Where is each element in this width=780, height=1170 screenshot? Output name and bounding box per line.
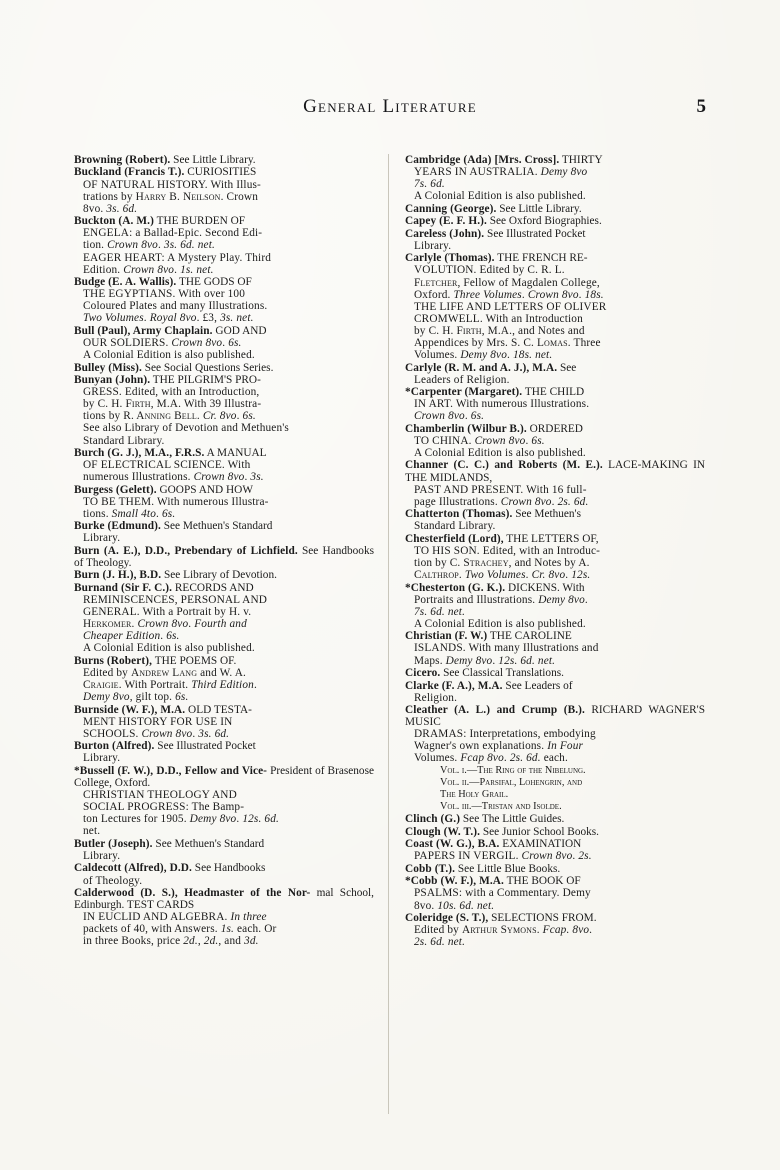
column-left [74,154,389,1114]
two-column-body [74,154,706,1114]
catalogue-entry [405,667,705,679]
entry-line: 8vo. 10s. 6d. net. [414,899,495,912]
catalogue-entry [74,838,374,862]
entry-line: Standard Library. [414,520,496,533]
catalogue-entry [405,203,705,215]
entry-first-line: Canning (George). See Little Library. [405,202,582,215]
entry-line: PSALMS: with a Commentary. Demy [414,887,591,900]
entry-first-line: Clinch (G.) See The Little Guides. [405,813,565,826]
entry-line: Calthrop. Two Volumes. Cr. 8vo. 12s. [414,569,591,582]
entry-line: REMINISCENCES, PERSONAL AND [83,594,268,607]
entry-author: Calderwood (D. S.), Headmaster of the Nor- [74,887,311,900]
column-right [389,154,705,1114]
entry-author: Burch (G. J.), M.A., F.R.S. [74,446,205,459]
entry-line: PAST AND PRESENT. With 16 full- [414,483,587,496]
catalogue-entry [74,447,374,483]
entry-line: Library. [83,752,121,765]
entry-line: Edition. Crown 8vo. 1s. net. [83,263,214,276]
entry-author: Burn (A. E.), D.D., Prebendary of Lichfield. [74,544,298,557]
entry-line: Standard Library. [83,434,165,447]
entry-line: by C. H. Firth, M.A. With 39 Illustra- [83,398,262,411]
entry-author: Bunyan (John). [74,374,151,387]
catalogue-entry [405,154,705,202]
catalogue-entry [74,166,374,214]
entry-author: Cambridge (Ada) [Mrs. Cross]. [405,154,560,166]
entry-line: Library. [83,532,121,545]
entry-line: THE EGYPTIANS. With over 100 [83,288,245,301]
entry-first-line: Caldecott (Alfred), D.D. See Handbooks [74,862,266,875]
catalogue-entry [405,386,705,422]
entry-volume-line: The Holy Grail. [440,788,509,800]
entry-line: tions. Small 4to. 6s. [83,507,176,520]
entry-first-line: Burke (Edmund). See Methuen's Standard [74,520,273,533]
entry-line: Volumes. Fcap 8vo. 2s. 6d. each. [414,752,568,765]
catalogue-entry [405,228,705,252]
catalogue-entry [405,875,705,911]
entry-first-line: Burton (Alfred). See Illustrated Pocket [74,740,256,753]
catalogue-entry [405,630,705,666]
entry-line: OF ELECTRICAL SCIENCE. With [83,459,251,472]
entry-author: Butler (Joseph). [74,837,153,850]
entry-line: Maps. Demy 8vo. 12s. 6d. net. [414,654,556,667]
entry-line: Edited by Arthur Symons. Fcap. 8vo. [414,924,593,937]
entry-author: Careless (John). [405,227,485,240]
entry-line: IN ART. With numerous Illustrations. [414,398,590,411]
entry-author: Channer (C. C.) and Roberts (M. E.). [405,459,603,472]
entry-line: GRESS. Edited, with an Introduction, [83,386,260,399]
entry-first-line: Buckland (Francis T.). CURIOSITIES [74,166,257,179]
entry-author: Clarke (F. A.), M.A. [405,679,503,692]
entry-author: Bulley (Miss). [74,361,142,374]
entry-line: Craigie. With Portrait. Third Edition. [83,679,257,692]
entry-author: Buckland (Francis T.). [74,166,185,179]
entry-line: IN EUCLID AND ALGEBRA. In three [83,911,267,924]
catalogue-entry [405,423,705,459]
entry-line: Leaders of Religion. [414,373,510,386]
entry-first-line: Carlyle (Thomas). THE FRENCH RE- [405,252,588,265]
entry-line: MENT HISTORY FOR USE IN [83,715,233,728]
catalogue-entry [405,215,705,227]
entry-author: Browning (Robert). [74,154,171,166]
entry-first-line: Coleridge (S. T.), SELECTIONS FROM. [405,912,597,925]
entry-line: ISLANDS. With many Illustrations and [414,642,599,655]
entry-volume-line: Vol. i.—The Ring of the Nibelung. [440,764,586,776]
entry-author: Chamberlin (Wilbur B.). [405,422,527,435]
entry-line: Two Volumes. Royal 8vo. £3, 3s. net. [83,312,254,325]
entry-line: packets of 40, with Answers. 1s. each. Or [83,923,277,936]
catalogue-entry [74,374,374,447]
page-header [74,96,706,140]
catalogue-entry [74,569,374,581]
entry-first-line: Carlyle (R. M. and A. J.), M.A. See [405,361,577,374]
entry-author: Carlyle (Thomas). [405,252,495,265]
entry-first-line: *Bussell (F. W.), D.D., Fellow and Vice- President of Brasenose College, Oxford. [74,764,374,790]
entry-line: Portraits and Illustrations. Demy 8vo. [414,593,588,606]
entry-first-line: Browning (Robert). See Little Library. [74,154,256,166]
entry-first-line: Bunyan (John). THE PILGRIM'S PRO- [74,374,261,387]
entry-line: Wagner's own explanations. In Four [414,740,584,753]
entry-line: OUR SOLDIERS. Crown 8vo. 6s. [83,336,242,349]
entry-line: A Colonial Edition is also published. [83,349,255,362]
entry-first-line: Clough (W. T.). See Junior School Books. [405,825,599,838]
entry-line: 7s. 6d. net. [414,605,466,618]
catalogue-entry [74,154,374,166]
entry-volume-line: Vol. ii.—Parsifal, Lohengrin, and [440,776,583,788]
entry-author: *Carpenter (Margaret). [405,386,523,399]
running-head: General Literature [303,96,477,117]
catalogue-entry [74,215,374,275]
entry-author: Clough (W. T.). [405,825,481,838]
entry-first-line: Coast (W. G.), B.A. EXAMINATION [405,838,582,851]
entry-line: in three Books, price 2d., 2d., and 3d. [83,935,259,948]
entry-line: TO CHINA. Crown 8vo. 6s. [414,434,545,447]
entry-first-line: Burns (Robert), THE POEMS OF. [74,654,237,667]
entry-first-line: Christian (F. W.) THE CAROLINE [405,630,572,643]
entry-first-line: *Chesterton (G. K.). DICKENS. With [405,581,585,594]
catalogue-entry [405,826,705,838]
entry-first-line: Capey (E. F. H.). See Oxford Biographies. [405,215,602,228]
entry-author: *Bussell (F. W.), D.D., Fellow and Vice- [74,764,268,777]
entry-first-line: Cicero. See Classical Translations. [405,667,564,680]
entry-author: Burgess (Gelett). [74,483,157,496]
catalogue-entry [74,862,374,886]
entry-author: Christian (F. W.) [405,630,488,643]
entry-author: Burn (J. H.), B.D. [74,569,162,582]
entry-author: Chesterfield (Lord), [405,532,504,545]
catalogue-entry [74,362,374,374]
entry-author: Burnside (W. F.), M.A. [74,703,186,716]
catalogue-entry [74,325,374,361]
entry-line: SCHOOLS. Crown 8vo. 3s. 6d. [83,727,230,740]
catalogue-entry [74,276,374,324]
entry-author: Burns (Robert), [74,654,153,667]
entry-first-line: Buckton (A. M.) THE BURDEN OF [74,215,246,228]
entry-line: GENERAL. With a Portrait by H. v. [83,606,252,619]
entry-line: Oxford. Three Volumes. Crown 8vo. 18s. [414,288,604,301]
entry-line: YEARS IN AUSTRALIA. Demy 8vo [414,166,588,179]
entry-line: TO HIS SON. Edited, with an Introduc- [414,544,601,557]
entry-first-line: Bull (Paul), Army Chaplain. GOD AND [74,324,267,337]
entry-first-line: *Cobb (W. F.), M.A. THE BOOK OF [405,875,581,888]
entry-first-line: Cleather (A. L.) and Crump (B.). RICHARD WAGNER'S MUSIC [405,704,705,729]
catalogue-entry [405,508,705,532]
entry-line: tion. Crown 8vo. 3s. 6d. net. [83,239,215,252]
entry-line: A Colonial Edition is also published. [414,446,586,459]
entry-line: DRAMAS: Interpretations, embodying [414,728,596,741]
entry-line: TO BE THEM. With numerous Illustra- [83,495,269,508]
catalogue-entry [74,740,374,764]
catalogue-entry [405,459,705,507]
entry-line: CHRISTIAN THEOLOGY AND [83,789,237,802]
catalogue-entry [405,912,705,948]
entry-author: *Cobb (W. F.), M.A. [405,875,504,888]
entry-line: Volumes. Demy 8vo. 18s. net. [414,349,553,362]
entry-author: Burton (Alfred). [74,740,155,753]
entry-author: Cobb (T.). [405,862,456,875]
entry-author: Coleridge (S. T.), [405,912,489,925]
entry-first-line: Bulley (Miss). See Social Questions Series. [74,361,274,374]
entry-line: 2s. 6d. net. [414,936,466,949]
entry-author: Budge (E. A. Wallis). [74,276,177,289]
catalogue-entry [405,813,705,825]
entry-volume-line: Vol. iii.—Tristan and Isolde. [440,800,562,812]
entry-line: Herkomer. Crown 8vo. Fourth and [83,618,247,631]
entry-line: numerous Illustrations. Crown 8vo. 3s. [83,471,264,484]
entry-first-line: Burnand (Sir F. C.). RECORDS AND [74,581,254,594]
entry-line: EAGER HEART: A Mystery Play. Third [83,251,272,264]
catalogue-entry [405,680,705,704]
entry-first-line: Cambridge (Ada) [Mrs. Cross]. THIRTY [405,154,603,166]
entry-line: CROMWELL. With an Introduction [414,312,583,325]
entry-author: Caldecott (Alfred), D.D. [74,862,192,875]
entry-line: See also Library of Devotion and Methuen's [83,422,289,435]
catalogue-entry [74,582,374,655]
entry-line: Demy 8vo, gilt top. 6s. [83,691,189,704]
entry-first-line: Chesterfield (Lord), THE LETTERS OF, [405,532,599,545]
entry-line: THE LIFE AND LETTERS OF OLIVER [414,300,607,313]
entry-author: Clinch (G.) [405,813,461,826]
entry-line: Fletcher, Fellow of Magdalen College, [414,276,600,289]
catalogue-entry [74,765,374,838]
entry-line: A Colonial Edition is also published. [414,190,586,203]
catalogue-entry [405,582,705,630]
entry-first-line: Calderwood (D. S.), Headmaster of the Nor- mal School, Edinburgh. TEST CARDS [74,887,375,912]
entry-author: Burke (Edmund). [74,520,161,533]
entry-line: tions by R. Anning Bell. Cr. 8vo. 6s. [83,410,256,423]
entry-first-line: Burch (G. J.), M.A., F.R.S. A MANUAL [74,446,267,459]
entry-line: Appendices by Mrs. S. C. Lomas. Three [414,336,601,349]
entry-line: PAPERS IN VERGIL. Crown 8vo. 2s. [414,850,592,863]
catalogue-entry [74,655,374,703]
entry-first-line: Burgess (Gelett). GOOPS AND HOW [74,483,253,496]
entry-first-line: Burnside (W. F.), M.A. OLD TESTA- [74,703,252,716]
entry-author: Coast (W. G.), B.A. [405,838,500,851]
entry-line: Edited by Andrew Lang and W. A. [83,667,247,680]
entry-line: Library. [83,849,121,862]
entry-line: page Illustrations. Crown 8vo. 2s. 6d. [414,495,589,508]
entry-line: 7s. 6d. [414,178,445,191]
catalogue-entry [405,704,705,813]
entry-author: *Chesterton (G. K.). [405,581,506,594]
entry-author: Carlyle (R. M. and A. J.), M.A. [405,361,558,374]
entry-author: Burnand (Sir F. C.). [74,581,173,594]
entry-line: Cheaper Edition. 6s. [83,630,180,643]
entry-line: VOLUTION. Edited by C. R. L. [414,264,565,277]
entry-line: net. [83,825,101,838]
entry-line: Crown 8vo. 6s. [414,410,485,423]
entry-line: Coloured Plates and many Illustrations. [83,300,268,313]
entry-line: ENGELA: a Ballad-Epic. Second Edi- [83,227,263,240]
entry-first-line: Burn (J. H.), B.D. See Library of Devotion. [74,569,277,582]
entry-line: 8vo. 3s. 6d. [83,202,138,215]
entry-author: Chatterton (Thomas). [405,508,513,521]
entry-first-line: Butler (Joseph). See Methuen's Standard [74,837,265,850]
catalogue-entry [405,838,705,862]
entry-author: Bull (Paul), Army Chaplain. [74,324,213,337]
entry-line: of Theology. [83,874,143,887]
entry-first-line: Channer (C. C.) and Roberts (M. E.). LACE-MAKING IN THE MIDLANDS, [405,459,706,484]
entry-line: Library. [414,239,452,252]
entry-author: Cicero. [405,667,441,680]
entry-first-line: Cobb (T.). See Little Blue Books. [405,862,561,875]
page-number: 5 [696,96,706,117]
entry-line: A Colonial Edition is also published. [414,617,586,630]
entry-line: A Colonial Edition is also published. [83,642,255,655]
catalogue-entry [405,533,705,581]
catalogue-entry [74,520,374,544]
entry-author: Buckton (A. M.) [74,215,154,228]
catalogue-entry [74,545,374,569]
catalogue-entry [74,704,374,740]
entry-first-line: Clarke (F. A.), M.A. See Leaders of [405,679,573,692]
catalogue-entry [74,887,374,947]
entry-author: Cleather (A. L.) and Crump (B.). [405,704,585,717]
entry-line: by C. H. Firth, M.A., and Notes and [414,324,585,337]
entry-first-line: Chatterton (Thomas). See Methuen's [405,508,581,521]
entry-line: SOCIAL PROGRESS: The Bamp- [83,801,245,814]
entry-first-line: Chamberlin (Wilbur B.). ORDERED [405,422,583,435]
entry-line: trations by Harry B. Neilson. Crown [83,190,259,203]
entry-line: tion by C. Strachey, and Notes by A. [414,557,590,569]
entry-line: Religion. [414,691,458,704]
entry-first-line: Budge (E. A. Wallis). THE GODS OF [74,276,252,289]
catalogue-entry [405,362,705,386]
entry-line: OF NATURAL HISTORY. With Illus- [83,178,261,191]
entry-first-line: Careless (John). See Illustrated Pocket [405,227,586,240]
entry-line: ton Lectures for 1905. Demy 8vo. 12s. 6d. [83,813,279,826]
entry-first-line: Burn (A. E.), D.D., Prebendary of Lichfield. See Handbooks of Theology. [74,544,374,569]
entry-first-line: *Carpenter (Margaret). THE CHILD [405,386,585,399]
entry-author: Capey (E. F. H.). [405,215,487,228]
catalogue-entry [405,863,705,875]
entry-author: Canning (George). [405,202,497,215]
catalogue-entry [405,252,705,361]
catalogue-entry [74,484,374,520]
